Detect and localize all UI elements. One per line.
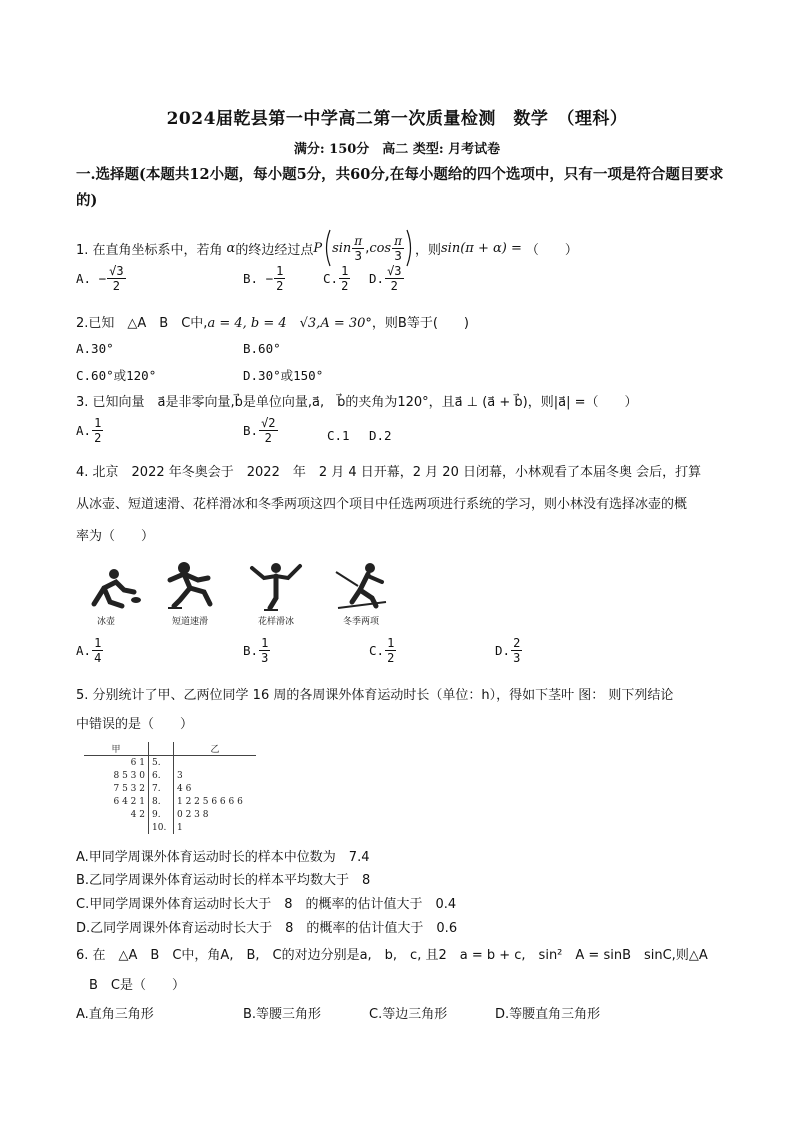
plot-stem: 6. <box>149 769 174 782</box>
q5-option-a: A.甲同学周课外体育运动时长的样本中位数为 7.4 <box>76 850 370 865</box>
plot-left-leaves: 6 4 2 1 <box>113 796 145 807</box>
plot-stem: 5. <box>149 756 174 770</box>
q1-option-b: B. − $\frac{1}{2}$ <box>243 264 284 293</box>
question-4-line-3: 率为（ ） <box>76 529 155 544</box>
figure-skating-icon <box>246 562 306 614</box>
q4-option-b: B. $\frac{1}{3}$ <box>243 636 269 665</box>
q4-option-a: A. $\frac{1}{4}$ <box>76 636 102 665</box>
pictogram-biathlon <box>332 562 392 618</box>
plot-right-leaves: 3 <box>177 770 183 781</box>
question-1-stem: 1. 在直角坐标系中，若角 α 的终边经过点 P sin $\frac{\pi}{3}$ , cos $\frac{\pi}{3}$ ，则 sin(π + α) = （ ） <box>76 230 578 266</box>
question-6-line-2: B C是（ ） <box>76 978 185 993</box>
curling-icon <box>80 562 144 614</box>
pictogram-label-figure-skating: 花样滑冰 <box>257 617 294 627</box>
q4-option-d: D. $\frac{2}{3}$ <box>495 636 521 665</box>
q6-option-b: B.等腰三角形 <box>243 1007 322 1022</box>
plot-right-leaves: 4 6 <box>177 783 192 794</box>
pictogram-label-short-track: 短道速滑 <box>171 617 208 627</box>
pictogram-curling <box>80 562 144 618</box>
q5-option-c: C.甲同学周课外体育运动时长大于 8 的概率的估计值大于 0.4 <box>76 897 457 912</box>
plot-stem: 8. <box>149 795 174 808</box>
plot-left-leaves: 6 1 <box>130 757 145 768</box>
question-4-line-1: 4. 北京 2022 年冬奥会于 2022 年 2 月 4 日开幕，2 月 20 日闭幕，小林观看了本届冬奥 会后，打算 <box>76 465 702 480</box>
q5-option-b: B.乙同学周课外体育运动时长的样本平均数大于 8 <box>76 873 371 888</box>
q6-option-d: D.等腰直角三角形 <box>495 1007 601 1022</box>
plot-left-leaves: 7 5 3 2 <box>113 783 145 794</box>
plot-left-leaves: 8 5 3 0 <box>113 770 145 781</box>
plot-stem: 10. <box>149 821 174 834</box>
q2-option-b: B.60° <box>243 341 281 356</box>
plot-stem: 9. <box>149 808 174 821</box>
q6-option-a: A.直角三角形 <box>76 1007 154 1022</box>
q1-option-a: A. − $\frac{√3}{2}$ <box>76 264 124 293</box>
question-5-line-2: 中错误的是（ ） <box>76 717 194 732</box>
plot-right-leaves: 1 2 2 5 6 6 6 6 <box>177 796 243 807</box>
question-5-line-1: 5. 分别统计了甲、乙两位同学 16 周的各周课外体育运动时长（单位：h），得如下茎叶 图： 则下列结论 <box>76 688 674 703</box>
q2-option-a: A.30° <box>76 341 114 356</box>
q6-option-c: C.等边三角形 <box>369 1007 448 1022</box>
q2-option-c: C.60°或120° <box>76 368 157 383</box>
q3-option-c: C.1 <box>327 428 350 443</box>
plot-stem: 7. <box>149 782 174 795</box>
q1-option-c: C. $\frac{1}{2}$ <box>323 264 349 293</box>
plot-header-yi: 乙 <box>210 745 220 755</box>
q3-option-d: D.2 <box>369 428 392 443</box>
left-paren-icon <box>322 229 332 267</box>
q5-option-d: D.乙同学周课外体育运动时长大于 8 的概率的估计值大于 0.6 <box>76 921 458 936</box>
question-6-line-1: 6. 在 △A B C中，角A, B, C的对边分别是a, b, c, 且2 a = b + c, sin² A = sinB sinC,则△A <box>76 948 708 963</box>
question-4-line-2: 从冰壶、短道速滑、花样滑冰和冬季两项这四个项目中任选两项进行系统的学习，则小林没有选择冰壶的概 <box>76 497 688 512</box>
biathlon-icon <box>332 562 392 614</box>
pictogram-figure-skating <box>246 562 306 618</box>
q4-option-c: C. $\frac{1}{2}$ <box>369 636 395 665</box>
plot-left-leaves: 4 2 <box>130 809 145 820</box>
right-paren-icon <box>405 229 415 267</box>
exam-subtitle: 满分: 150分 高二 类型: 月考试卷 <box>293 142 501 157</box>
plot-right-leaves: 1 <box>177 822 183 833</box>
q2-option-d: D.30°或150° <box>243 368 324 383</box>
short-track-skating-icon <box>160 560 220 612</box>
q3-option-b: B. $\frac{√2}{2}$ <box>243 416 276 445</box>
exam-title: 2024届乾县第一中学高二第一次质量检测 数学 （理科） <box>166 109 628 129</box>
section-heading: 一.选择题(本题共12小题，每小题5分，共60分,在每小题给的四个选项中，只有一项是符合题目要求的) <box>76 166 724 209</box>
q1-option-d: D. $\frac{√3}{2}$ <box>369 264 402 293</box>
pictogram-label-biathlon: 冬季两项 <box>342 617 379 627</box>
pictogram-short-track <box>160 560 220 616</box>
q3-option-a: A. $\frac{1}{2}$ <box>76 416 102 445</box>
stem-and-leaf-plot <box>84 742 256 834</box>
plot-right-leaves <box>174 756 257 770</box>
plot-header-jia: 甲 <box>111 745 121 755</box>
question-3-stem: 3. 已知向量 a⃗是非零向量,b⃗是单位向量,a⃗, b⃗的夹角为120°，且a⃗ ⊥ (a⃗ + b⃗)，则|a⃗| =（ ） <box>76 395 638 410</box>
question-2-stem: 2.已知 △A B C中,a = 4, b = 4 √3,A = 30°，则B等于( ) <box>76 316 469 331</box>
plot-right-leaves: 0 2 3 8 <box>177 809 209 820</box>
pictogram-label-curling: 冰壶 <box>96 617 115 627</box>
plot-left-leaves <box>84 821 149 834</box>
